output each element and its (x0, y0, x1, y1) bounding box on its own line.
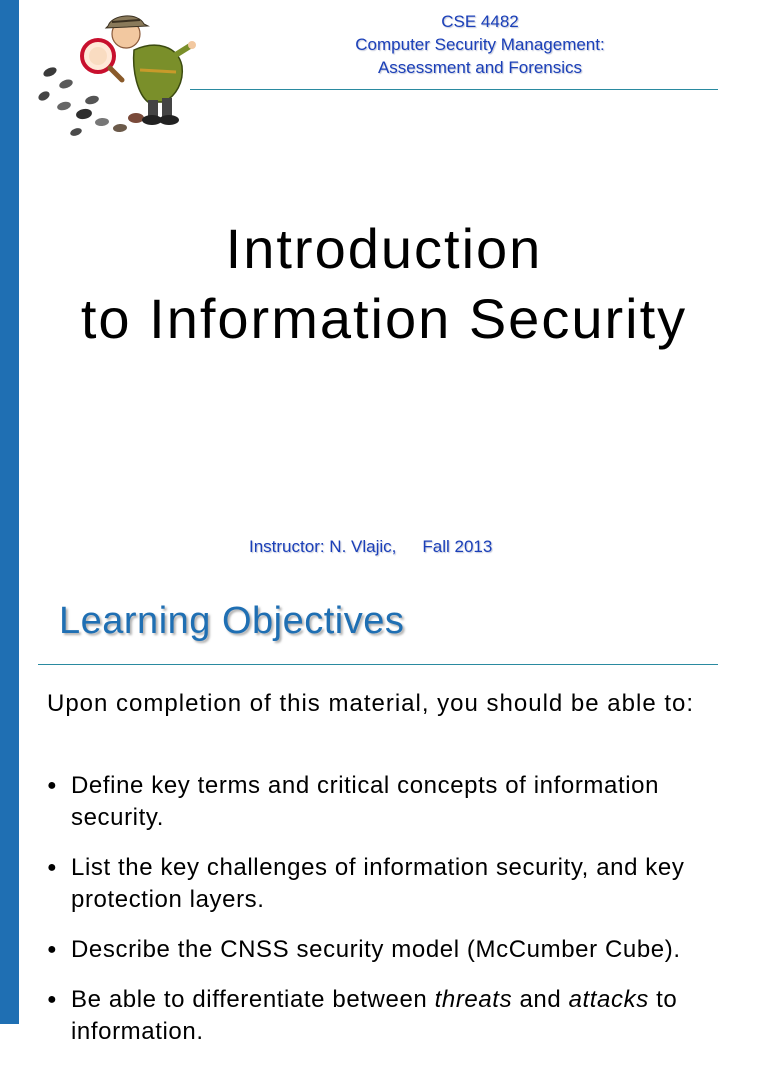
intro-paragraph: Upon completion of this material, you should be able to: (47, 690, 695, 717)
section-heading: Learning Objectives (59, 600, 405, 642)
course-title-line2: Assessment and Forensics (377, 58, 583, 77)
list-item-text: Define key terms and critical concepts of information security. (71, 772, 660, 831)
list-item (47, 934, 727, 966)
slide-title-line2: to Information Security (80, 287, 688, 350)
slide-title (0, 214, 768, 354)
term-label: Fall 2013 (422, 537, 493, 556)
list-item-text-mid: and (512, 986, 569, 1013)
course-header (230, 10, 730, 79)
list-item-text-pre: Be able to differentiate between (71, 986, 435, 1013)
list-item (47, 852, 727, 916)
slide-title-line1: Introduction (225, 217, 543, 280)
emphasis-threats: threats (434, 986, 513, 1013)
course-code: CSE 4482 (441, 12, 519, 31)
objectives-list (47, 770, 727, 1066)
bullet-dot-icon: ● (47, 777, 58, 794)
bullet-dot-icon: ● (47, 991, 58, 1008)
bullet-dot-icon: ● (47, 859, 58, 876)
list-item-text: List the key challenges of information security, and key protection layers. (71, 854, 685, 913)
instructor-line (249, 537, 492, 557)
instructor-name: Instructor: N. Vlajic, (249, 537, 397, 556)
header-divider (190, 89, 718, 90)
bullet-dot-icon: ● (47, 941, 58, 958)
list-item (47, 770, 727, 834)
list-item-text: Describe the CNSS security model (McCumber Cube). (71, 936, 681, 963)
course-title-line1: Computer Security Management: (355, 35, 605, 54)
list-item-text-post: to information. (71, 986, 678, 1045)
list-item (47, 984, 727, 1048)
left-accent-bar (0, 0, 19, 1024)
detective-with-magnifying-glass-icon (26, 10, 198, 150)
emphasis-attacks: attacks (568, 986, 649, 1013)
section-divider (38, 664, 718, 665)
